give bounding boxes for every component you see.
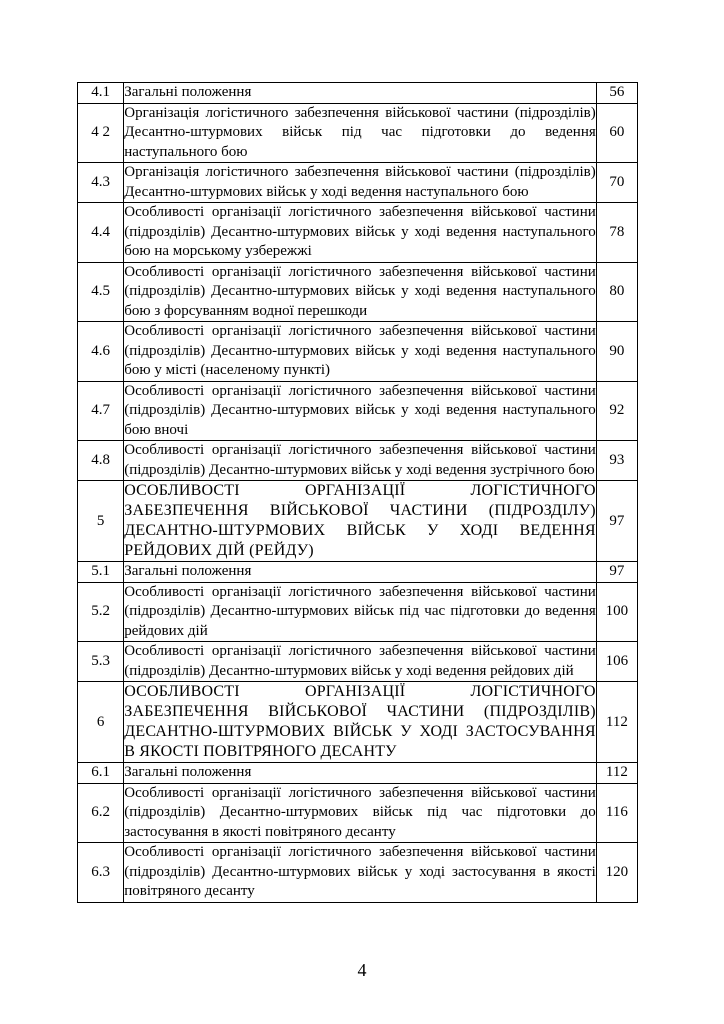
section-title: Особливості організації логістичного забезпечення військової частини (підрозділів) Десантно-штурмових військ у ході ведення наступального бою у місті (населеному пункті)	[124, 322, 597, 382]
page-number: 4	[357, 960, 367, 980]
section-number: 4.7	[78, 381, 124, 441]
section-number: 4 2	[78, 103, 124, 163]
section-number: 4.5	[78, 262, 124, 322]
section-title: Особливості організації логістичного забезпечення військової частини (підрозділів) Десантно-штурмових військ під час підготовки до ведення рейдових дій	[124, 582, 597, 642]
section-number: 5.1	[78, 562, 124, 583]
section-page: 116	[596, 783, 637, 843]
toc-row	[78, 582, 638, 642]
section-page: 106	[596, 642, 637, 682]
toc-row	[78, 203, 638, 263]
toc-row	[78, 103, 638, 163]
section-page: 90	[596, 322, 637, 382]
section-number: 4.1	[78, 83, 124, 104]
toc-row	[78, 783, 638, 843]
toc-row	[78, 843, 638, 903]
section-title: Особливості організації логістичного забезпечення військової частини (підрозділів) Десантно-штурмових військ у ході ведення зустрічного бою	[124, 441, 597, 481]
toc-row	[78, 441, 638, 481]
section-number: 4.3	[78, 163, 124, 203]
toc-row	[78, 562, 638, 583]
table-of-contents	[77, 82, 638, 903]
section-title: Особливості організації логістичного забезпечення військової частини (підрозділів) Десантно-штурмових військ у ході ведення наступального бою з форсуванням водної перешкоди	[124, 262, 597, 322]
section-number: 5	[78, 481, 124, 562]
toc-row	[78, 322, 638, 382]
section-number: 6.1	[78, 763, 124, 784]
chapter-title: ОСОБЛИВОСТІ ОРГАНІЗАЦІЇ ЛОГІСТИЧНОГО ЗАБЕЗПЕЧЕННЯ ВІЙСЬКОВОЇ ЧАСТИНИ (ПІДРОЗДІЛІВ) ДЕСАНТНО-ШТУРМОВИХ ВІЙСЬК У ХОДІ ЗАСТОСУВАННЯ В ЯКОСТІ ПОВІТРЯНОГО ДЕСАНТУ	[124, 682, 597, 763]
section-number: 4.8	[78, 441, 124, 481]
section-page: 78	[596, 203, 637, 263]
toc-row	[78, 83, 638, 104]
section-title: Особливості організації логістичного забезпечення військової частини (підрозділів) Десантно-штурмових військ у ході ведення наступального бою на морському узбережжі	[124, 203, 597, 263]
section-page: 112	[596, 682, 637, 763]
section-page: 60	[596, 103, 637, 163]
toc-row	[78, 381, 638, 441]
section-number: 6.3	[78, 843, 124, 903]
toc-body	[78, 83, 638, 903]
section-number: 6.2	[78, 783, 124, 843]
section-title: Організація логістичного забезпечення військової частини (підрозділів) Десантно-штурмових військ під час підготовки до ведення наступального бою	[124, 103, 597, 163]
section-title: Особливості організації логістичного забезпечення військової частини (підрозділів) Десантно-штурмових військ під час підготовки до застосування в якості повітряного десанту	[124, 783, 597, 843]
section-title: Особливості організації логістичного забезпечення військової частини (підрозділів) Десантно-штурмових військ у ході застосування в якості повітряного десанту	[124, 843, 597, 903]
toc-row	[78, 642, 638, 682]
section-title: Загальні положення	[124, 763, 597, 784]
section-page: 112	[596, 763, 637, 784]
section-page: 80	[596, 262, 637, 322]
section-title: Загальні положення	[124, 83, 597, 104]
section-page: 100	[596, 582, 637, 642]
toc-row	[78, 163, 638, 203]
section-number: 4.4	[78, 203, 124, 263]
section-title: Загальні положення	[124, 562, 597, 583]
section-page: 70	[596, 163, 637, 203]
section-title: Особливості організації логістичного забезпечення військової частини (підрозділів) Десантно-штурмових військ у ході ведення рейдових дій	[124, 642, 597, 682]
section-number: 6	[78, 682, 124, 763]
section-page: 97	[596, 481, 637, 562]
toc-row	[78, 262, 638, 322]
section-page: 92	[596, 381, 637, 441]
section-number: 4.6	[78, 322, 124, 382]
section-page: 97	[596, 562, 637, 583]
toc-row	[78, 763, 638, 784]
section-number: 5.2	[78, 582, 124, 642]
section-page: 120	[596, 843, 637, 903]
toc-row	[78, 682, 638, 763]
section-title: Особливості організації логістичного забезпечення військової частини (підрозділів) Десантно-штурмових військ у ході ведення наступального бою вночі	[124, 381, 597, 441]
section-title: Організація логістичного забезпечення військової частини (підрозділів) Десантно-штурмових військ у ході ведення наступального бою	[124, 163, 597, 203]
section-number: 5.3	[78, 642, 124, 682]
chapter-title: ОСОБЛИВОСТІ ОРГАНІЗАЦІЇ ЛОГІСТИЧНОГО ЗАБЕЗПЕЧЕННЯ ВІЙСЬКОВОЇ ЧАСТИНИ (ПІДРОЗДІЛУ) ДЕСАНТНО-ШТУРМОВИХ ВІЙСЬК У ХОДІ ВЕДЕННЯ РЕЙДОВИХ ДІЙ (РЕЙДУ)	[124, 481, 597, 562]
toc-row	[78, 481, 638, 562]
section-page: 93	[596, 441, 637, 481]
section-page: 56	[596, 83, 637, 104]
